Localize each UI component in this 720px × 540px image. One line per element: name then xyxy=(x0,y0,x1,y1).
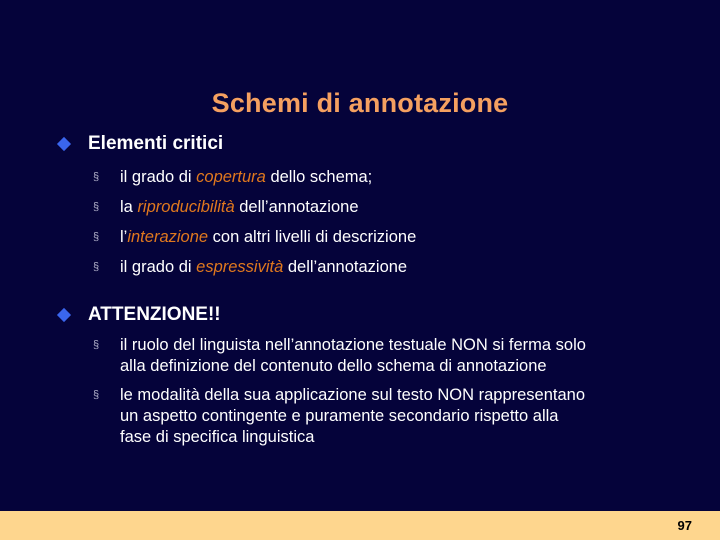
item-line: alla definizione del contenuto dello schema di annotazione xyxy=(120,357,547,375)
section-heading xyxy=(58,131,416,157)
footer-bar xyxy=(0,511,720,540)
item-text-pre: l’ xyxy=(120,228,128,246)
section-heading xyxy=(58,302,586,328)
item-text-pre: il grado di xyxy=(120,258,197,276)
square-bullet-icon: § xyxy=(93,201,100,213)
item-text-highlight: espressività xyxy=(196,258,284,276)
section-attenzione xyxy=(58,302,586,448)
sub-list xyxy=(58,167,416,278)
square-bullet-icon: § xyxy=(93,171,100,183)
item-text-post: con altri livelli di descrizione xyxy=(208,228,417,246)
item-text-pre: la xyxy=(120,198,138,216)
item-text-highlight: interazione xyxy=(127,228,209,246)
section-elementi-critici xyxy=(58,131,416,278)
list-item xyxy=(58,385,586,448)
item-text-post: dell’annotazione xyxy=(283,258,408,276)
item-line: il ruolo del linguista nell’annotazione testuale NON si ferma solo xyxy=(120,336,586,354)
square-bullet-icon: § xyxy=(93,389,100,401)
item-text-highlight: riproducibilità xyxy=(137,198,235,216)
list-item xyxy=(58,227,416,248)
square-bullet-icon: § xyxy=(93,339,100,351)
item-line: le modalità della sua applicazione sul testo NON rappresentano xyxy=(120,386,586,404)
section-heading-text: Elementi critici xyxy=(88,133,224,154)
square-bullet-icon: § xyxy=(93,231,100,243)
list-item xyxy=(58,197,416,218)
item-line: fase di specifica linguistica xyxy=(120,428,315,446)
item-line: un aspetto contingente e puramente secondario rispetto alla xyxy=(120,407,559,425)
item-text-post: dell’annotazione xyxy=(234,198,359,216)
section-heading-text: ATTENZIONE!! xyxy=(88,304,221,325)
item-text-post: dello schema; xyxy=(265,168,373,186)
diamond-bullet-icon xyxy=(58,309,70,321)
item-text-pre: il grado di xyxy=(120,168,197,186)
item-text-highlight: copertura xyxy=(196,168,266,186)
diamond-bullet-icon xyxy=(58,138,70,150)
slide-title: Schemi di annotazione xyxy=(211,88,509,118)
list-item xyxy=(58,257,416,278)
list-item xyxy=(58,335,586,377)
page-number: 97 xyxy=(677,518,692,533)
sub-list xyxy=(58,335,586,448)
square-bullet-icon: § xyxy=(93,261,100,273)
list-item xyxy=(58,167,416,188)
